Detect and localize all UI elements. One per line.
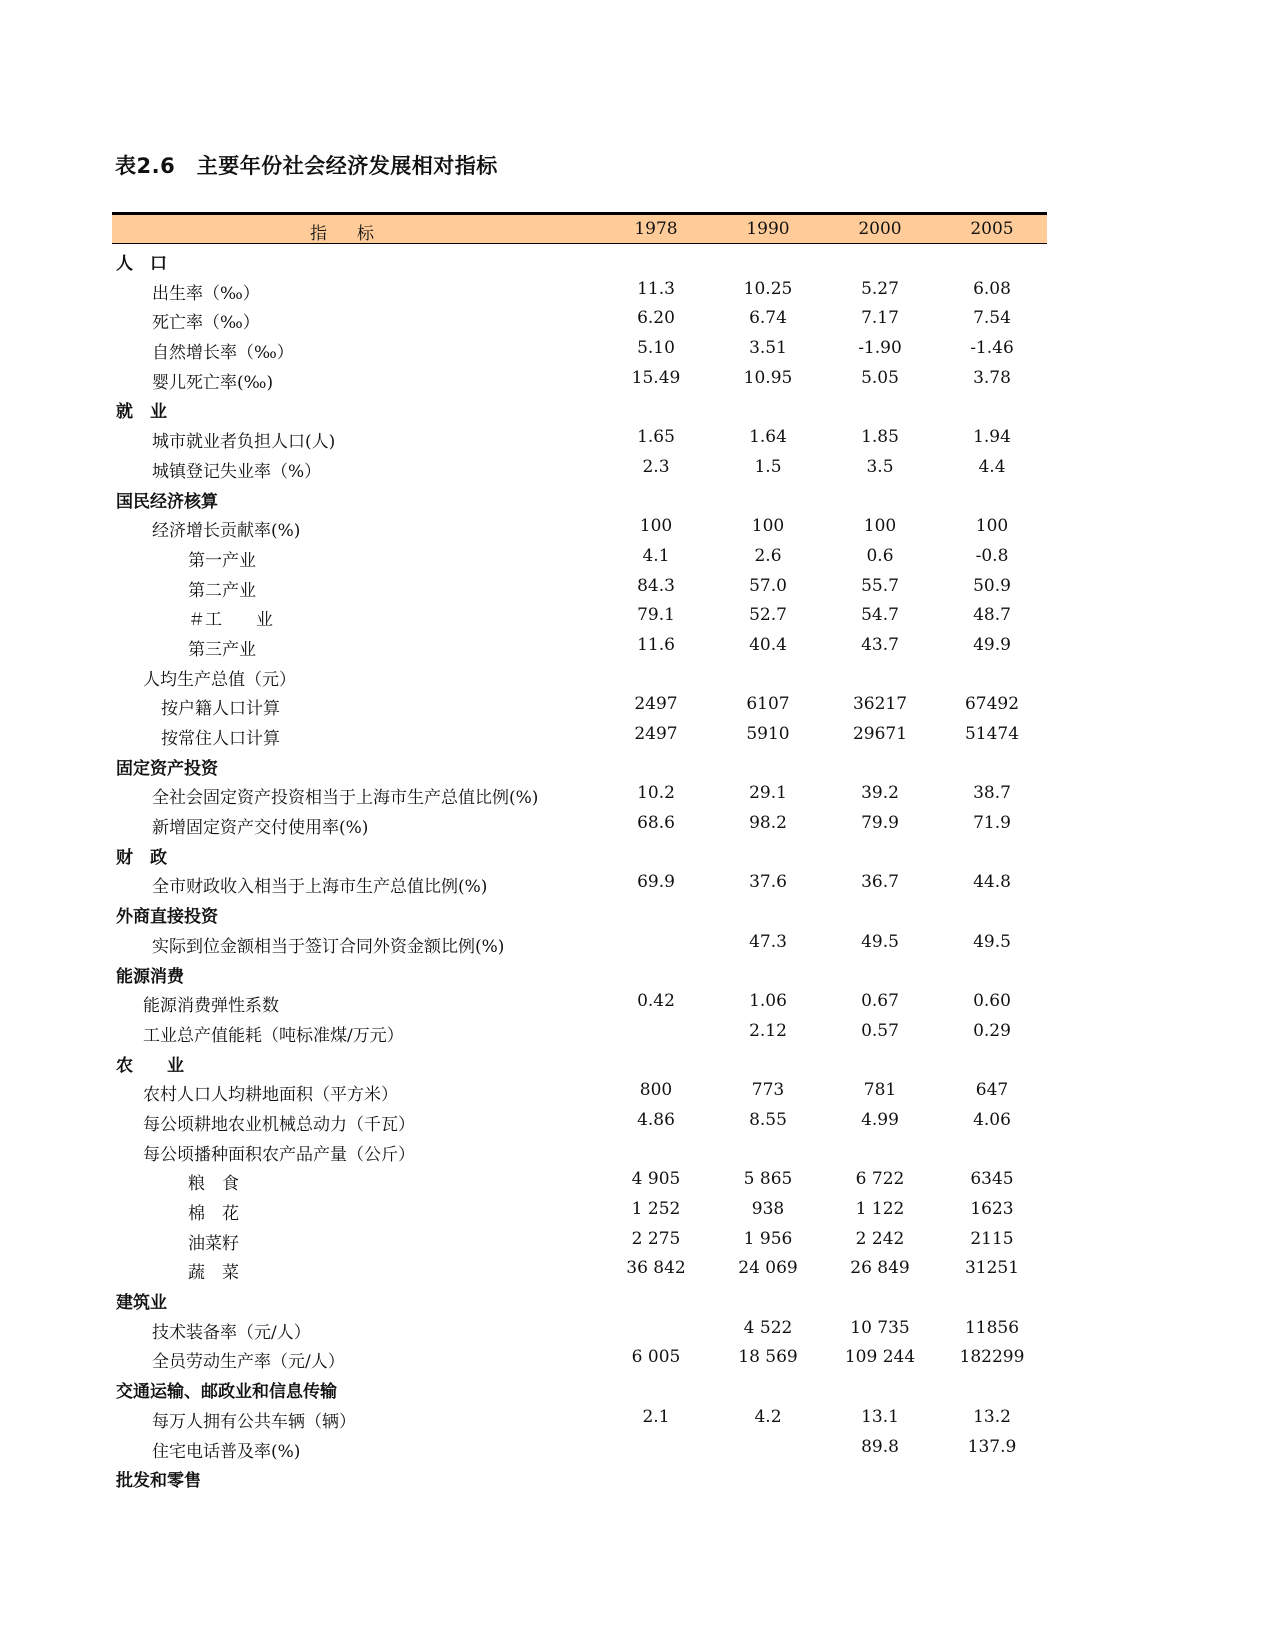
table-row [112, 1135, 1047, 1165]
cell-1990: 10.25 [743, 278, 793, 299]
cell-2005: 100 [975, 516, 1009, 537]
cell-2005: -1.46 [970, 338, 1014, 359]
section-row [112, 1461, 1047, 1491]
cell-1990: 1.06 [749, 991, 787, 1012]
section-label: 能源消费 [116, 966, 184, 987]
cell-1978: 800 [639, 1080, 673, 1101]
cell-1990: 10.95 [743, 367, 793, 388]
cell-1978: 11.3 [637, 278, 675, 299]
cell-1978: 2.1 [642, 1406, 670, 1427]
cell-2000: 49.5 [861, 931, 899, 952]
cell-2005: 67492 [964, 694, 1020, 715]
cell-2000: 0.6 [866, 545, 894, 566]
table-row [112, 927, 1047, 957]
section-label: 建筑业 [116, 1293, 167, 1314]
cell-2005: -0.8 [975, 545, 1009, 566]
cell-2000: 1 122 [855, 1199, 905, 1219]
section-row [112, 838, 1047, 868]
row-label: 棉 花 [188, 1204, 239, 1224]
section-row [112, 749, 1047, 779]
cell-2005: 3.78 [973, 367, 1011, 388]
cell-1990: 57.0 [749, 575, 787, 596]
cell-2000: 109 244 [844, 1347, 916, 1368]
cell-2005: 4.4 [978, 456, 1006, 477]
table-row [112, 571, 1047, 601]
cell-1978: 10.2 [637, 783, 675, 804]
cell-2005: 6345 [970, 1169, 1014, 1190]
cell-2005: 0.60 [973, 991, 1011, 1012]
table-row [112, 600, 1047, 630]
table-row [112, 1075, 1047, 1105]
cell-2000: 5.27 [861, 278, 899, 299]
cell-1990: 29.1 [749, 783, 787, 804]
cell-1978: 5.10 [637, 338, 675, 359]
section-row [112, 1372, 1047, 1402]
cell-1978: 69.9 [637, 872, 675, 893]
row-label: 粮 食 [188, 1174, 239, 1195]
cell-1978: 0.42 [637, 991, 675, 1012]
section-row [112, 244, 1047, 274]
row-label: 按常住人口计算 [161, 729, 280, 749]
section-label: 财 政 [116, 847, 167, 868]
table-row [112, 1164, 1047, 1194]
section-row [112, 897, 1047, 927]
cell-2005: 4.06 [973, 1109, 1011, 1130]
table-row [112, 274, 1047, 304]
table-row [112, 1194, 1047, 1224]
table-row [112, 778, 1047, 808]
table-row [112, 1253, 1047, 1283]
row-label: 婴儿死亡率(‰) [152, 372, 274, 393]
cell-2005: 48.7 [973, 605, 1011, 626]
cell-1978: 79.1 [637, 605, 675, 626]
table-row [112, 1342, 1047, 1372]
cell-2000: 39.2 [861, 783, 899, 804]
cell-2000: -1.90 [858, 338, 902, 359]
section-label: 农 业 [116, 1055, 184, 1076]
section-row [112, 482, 1047, 512]
row-label: 全社会固定资产投资相当于上海市生产总值比例(%) [152, 788, 539, 809]
cell-1990: 18 569 [738, 1347, 798, 1368]
cell-2000: 79.9 [861, 813, 899, 834]
cell-2005: 11856 [964, 1317, 1020, 1338]
row-label: 自然增长率（‰） [152, 343, 294, 364]
cell-2000: 89.8 [861, 1436, 899, 1457]
cell-1978: 68.6 [637, 813, 675, 834]
table-row [112, 1016, 1047, 1046]
cell-2000: 6 722 [855, 1169, 905, 1190]
cell-2005: 1.94 [973, 427, 1011, 448]
cell-2005: 50.9 [973, 575, 1011, 596]
cell-1990: 47.3 [749, 931, 787, 952]
cell-2005: 7.54 [973, 308, 1011, 329]
cell-2005: 44.8 [973, 872, 1011, 893]
row-label: 全市财政收入相当于上海市生产总值比例(%) [152, 877, 488, 898]
cell-1978: 1 252 [631, 1199, 681, 1219]
cell-2000: 26 849 [850, 1258, 910, 1279]
cell-1990: 6.74 [749, 308, 787, 329]
cell-2000: 54.7 [861, 605, 899, 626]
cell-2005: 2115 [970, 1228, 1014, 1249]
cell-1978: 2.3 [642, 456, 670, 477]
cell-2005: 6.08 [973, 278, 1011, 299]
cell-1978: 2497 [634, 724, 678, 744]
cell-1990: 37.6 [749, 872, 787, 893]
cell-1990: 2.12 [749, 1020, 787, 1041]
cell-2005: 0.29 [973, 1020, 1011, 1041]
cell-2000: 36.7 [861, 872, 899, 893]
cell-2005: 49.5 [973, 931, 1011, 952]
cell-1978: 15.49 [631, 367, 681, 388]
cell-2005: 51474 [964, 724, 1020, 744]
table-row [112, 986, 1047, 1016]
table-row [112, 1313, 1047, 1343]
cell-2005: 49.9 [973, 634, 1011, 655]
cell-1978: 2 275 [631, 1228, 681, 1249]
row-label: 能源消费弹性系数 [143, 996, 279, 1017]
header-year-2005: 2005 [970, 219, 1014, 239]
cell-1978: 2497 [634, 694, 678, 715]
cell-1990: 773 [751, 1080, 785, 1101]
cell-2000: 29671 [852, 724, 908, 744]
section-label: 国民经济核算 [116, 491, 218, 512]
section-label: 批发和零售 [116, 1471, 201, 1492]
cell-2005: 13.2 [973, 1406, 1011, 1427]
row-label: 人均生产总值（元） [143, 669, 296, 690]
cell-1990: 1 956 [743, 1228, 793, 1249]
cell-1990: 5 865 [743, 1169, 793, 1190]
row-label: 经济增长贡献率(%) [152, 521, 301, 542]
cell-2005: 38.7 [973, 783, 1011, 804]
table-row [112, 452, 1047, 482]
section-row [112, 392, 1047, 422]
table-header [112, 212, 1047, 244]
cell-1978: 6 005 [631, 1347, 681, 1368]
cell-1990: 3.51 [749, 338, 787, 359]
row-label: 每万人拥有公共车辆（辆） [152, 1411, 356, 1432]
cell-2000: 55.7 [861, 575, 899, 596]
row-label: 出生率（‰） [152, 283, 260, 304]
cell-1978: 1.65 [637, 427, 675, 448]
table-row [112, 1224, 1047, 1254]
section-label: 交通运输、邮政业和信息传输 [116, 1382, 337, 1403]
cell-1978: 100 [639, 516, 673, 537]
row-label: 每公顷播种面积农产品产量（公斤） [143, 1144, 415, 1165]
section-label: 固定资产投资 [116, 758, 218, 779]
cell-2000: 1.85 [861, 427, 899, 448]
cell-2005: 71.9 [973, 813, 1011, 834]
cell-1990: 4.2 [754, 1406, 782, 1427]
cell-2000: 0.67 [861, 991, 899, 1012]
row-label: 全员劳动生产率（元/人） [152, 1352, 345, 1373]
cell-1978: 4.86 [637, 1109, 675, 1130]
cell-1990: 2.6 [754, 545, 782, 566]
table-row [112, 689, 1047, 719]
row-label: 住宅电话普及率(%) [152, 1441, 301, 1462]
table-row [112, 1105, 1047, 1135]
row-label: 第三产业 [188, 639, 256, 660]
row-label: 城市就业者负担人口(人) [152, 432, 336, 453]
table-row [112, 1432, 1047, 1462]
cell-1978: 11.6 [637, 634, 675, 655]
table-row [112, 808, 1047, 838]
row-label: 死亡率（‰） [152, 313, 260, 334]
cell-1978: 4.1 [642, 545, 670, 566]
table-row [112, 422, 1047, 452]
section-label: 外商直接投资 [116, 907, 218, 928]
header-year-1978: 1978 [634, 219, 678, 239]
cell-1990: 24 069 [738, 1258, 798, 1279]
cell-2005: 137.9 [967, 1436, 1017, 1457]
cell-1990: 1.64 [749, 427, 787, 448]
row-label: 技术装备率（元/人） [152, 1322, 311, 1343]
data-table [112, 212, 1047, 1491]
table-row [112, 630, 1047, 660]
cell-2000: 2 242 [855, 1228, 905, 1249]
section-row [112, 1046, 1047, 1076]
cell-1990: 40.4 [749, 634, 787, 655]
cell-1978: 6.20 [637, 308, 675, 329]
table-body [112, 244, 1047, 1491]
cell-2000: 10 735 [850, 1317, 910, 1338]
cell-1978: 84.3 [637, 575, 675, 596]
section-row [112, 1283, 1047, 1313]
table-row [112, 303, 1047, 333]
header-indicator: 指标 [310, 224, 404, 244]
table-row [112, 867, 1047, 897]
cell-2000: 100 [863, 516, 897, 537]
header-year-1990: 1990 [746, 219, 790, 239]
row-label: 油菜籽 [188, 1233, 239, 1254]
row-label: 蔬 菜 [188, 1263, 239, 1284]
row-label: 工业总产值能耗（吨标准煤/万元） [143, 1025, 404, 1046]
section-label: 人 口 [116, 254, 167, 274]
cell-2000: 7.17 [861, 308, 899, 329]
table-row [112, 333, 1047, 363]
cell-1990: 5910 [746, 724, 790, 744]
row-label: 新增固定资产交付使用率(%) [152, 818, 369, 839]
table-row [112, 719, 1047, 749]
cell-1990: 4 522 [743, 1317, 793, 1338]
row-label: 城镇登记失业率（%） [152, 461, 322, 482]
cell-1990: 98.2 [749, 813, 787, 834]
cell-1990: 6107 [746, 694, 790, 715]
section-row [112, 957, 1047, 987]
cell-2005: 1623 [970, 1199, 1014, 1219]
row-label: 每公顷耕地农业机械总动力（千瓦） [143, 1114, 415, 1135]
header-year-2000: 2000 [858, 219, 902, 239]
cell-2000: 13.1 [861, 1406, 899, 1427]
cell-1990: 100 [751, 516, 785, 537]
cell-1990: 938 [751, 1199, 785, 1219]
table-row [112, 660, 1047, 690]
cell-2005: 647 [975, 1080, 1009, 1101]
row-label: 第一产业 [188, 550, 256, 571]
table-row [112, 1402, 1047, 1432]
cell-2000: 3.5 [866, 456, 894, 477]
section-label: 就 业 [116, 402, 167, 423]
row-label: 农村人口人均耕地面积（平方米） [143, 1085, 398, 1106]
cell-2005: 182299 [959, 1347, 1025, 1368]
cell-1978: 36 842 [626, 1258, 686, 1279]
cell-1990: 8.55 [749, 1109, 787, 1130]
table-row [112, 363, 1047, 393]
row-label: 实际到位金额相当于签订合同外资金额比例(%) [152, 936, 505, 957]
cell-2000: 36217 [852, 694, 908, 715]
page-title: 表2.6 主要年份社会经济发展相对指标 [115, 154, 498, 178]
cell-1990: 52.7 [749, 605, 787, 626]
row-label: 按户籍人口计算 [161, 699, 280, 720]
table-row [112, 541, 1047, 571]
row-label: 第二产业 [188, 580, 256, 601]
row-label: ＃工 业 [188, 610, 273, 631]
cell-2000: 0.57 [861, 1020, 899, 1041]
cell-2000: 43.7 [861, 634, 899, 655]
cell-1978: 4 905 [631, 1169, 681, 1190]
table-row [112, 511, 1047, 541]
cell-2000: 781 [863, 1080, 897, 1101]
cell-2005: 31251 [964, 1258, 1020, 1279]
cell-1990: 1.5 [754, 456, 782, 477]
cell-2000: 4.99 [861, 1109, 899, 1130]
cell-2000: 5.05 [861, 367, 899, 388]
